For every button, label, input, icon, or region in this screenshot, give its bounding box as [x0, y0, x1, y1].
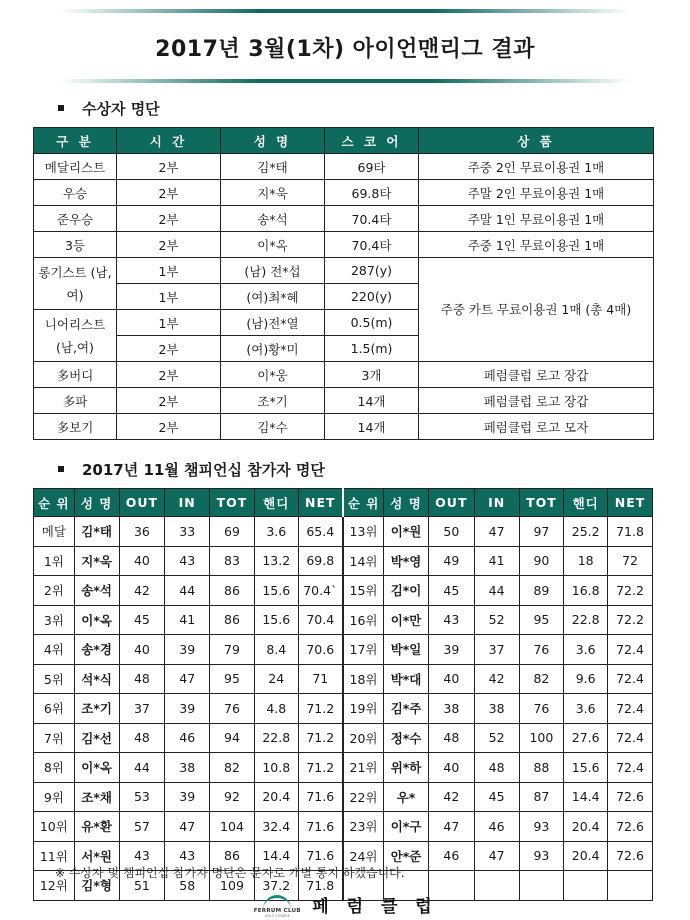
table-row [34, 576, 653, 606]
in-cell: 41 [165, 605, 210, 635]
footer-logo [0, 892, 690, 920]
header-handicap: 핸디 [564, 489, 608, 517]
in-cell: 33 [165, 517, 210, 547]
name-cell: (남)전*열 [221, 310, 325, 336]
net-cell: 72.4 [608, 753, 653, 783]
net-cell: 71.6 [298, 841, 343, 871]
tot-cell: 86 [210, 605, 255, 635]
rank-cell: 4위 [34, 635, 75, 665]
title-divider [60, 79, 630, 83]
table-row [34, 362, 654, 388]
net-cell: 72.4 [608, 723, 653, 753]
out-cell: 44 [119, 753, 165, 783]
net-cell: 72.6 [608, 841, 653, 871]
category-cell: 준우승 [34, 206, 117, 232]
time-cell: 2부 [117, 336, 221, 362]
header-name: 성 명 [74, 489, 119, 517]
out-cell: 46 [428, 841, 474, 871]
top-divider [60, 9, 630, 13]
name-cell: 이*옥 [74, 753, 119, 783]
score-cell: 0.5(m) [325, 310, 419, 336]
name-cell: 김*수 [221, 414, 325, 440]
page-title: 2017년 3월(1차) 아이언맨리그 결과 [155, 37, 535, 62]
table-row [34, 694, 653, 724]
name-cell: 위*하 [384, 753, 429, 783]
name-cell: (여)황*미 [221, 336, 325, 362]
name-cell: 김*주 [384, 694, 429, 724]
header-out: OUT [119, 489, 165, 517]
handicap-cell: 24 [254, 664, 298, 694]
tot-cell: 82 [519, 664, 564, 694]
category-cell: 메달리스트 [34, 154, 117, 180]
rank-cell: 9위 [34, 782, 75, 812]
ferrum-club-logo-icon [252, 894, 302, 916]
prize-cell: 주중 2인 무료이용권 1매 [419, 154, 654, 180]
rank-cell: 20위 [343, 723, 384, 753]
net-cell: 71.2 [298, 753, 343, 783]
handicap-cell: 20.4 [564, 812, 608, 842]
handicap-cell: 14.4 [254, 841, 298, 871]
handicap-cell: 20.4 [564, 841, 608, 871]
rank-cell: 5위 [34, 664, 75, 694]
tot-cell: 104 [210, 812, 255, 842]
out-cell: 45 [428, 576, 474, 606]
net-cell: 72.4 [608, 664, 653, 694]
table-row [34, 782, 653, 812]
prize-cell: 페럼클럽 로고 모자 [419, 414, 654, 440]
name-cell: 이*만 [384, 605, 429, 635]
in-cell: 48 [474, 753, 519, 783]
header-name: 성 명 [384, 489, 429, 517]
rank-cell: 19위 [343, 694, 384, 724]
category-cell: 우승 [34, 180, 117, 206]
tot-cell: 93 [519, 812, 564, 842]
rank-cell: 22위 [343, 782, 384, 812]
in-cell: 46 [165, 723, 210, 753]
out-cell: 45 [119, 605, 165, 635]
table-row [34, 723, 653, 753]
score-cell: 69타 [325, 154, 419, 180]
tot-cell: 88 [519, 753, 564, 783]
tot-cell: 76 [210, 694, 255, 724]
time-cell: 2부 [117, 180, 221, 206]
winners-header-row [34, 128, 654, 154]
out-cell: 51 [119, 871, 165, 901]
tot-cell: 82 [210, 753, 255, 783]
handicap-cell: 4.8 [254, 694, 298, 724]
champions-header-row [34, 489, 653, 517]
logo-text: 페 럼 클 럽 [312, 897, 438, 917]
out-cell: 48 [119, 723, 165, 753]
out-cell: 40 [119, 546, 165, 576]
handicap-cell: 15.6 [254, 576, 298, 606]
net-cell: 72.4 [608, 635, 653, 665]
rank-cell: 15위 [343, 576, 384, 606]
tot-cell: 92 [210, 782, 255, 812]
handicap-cell: 3.6 [564, 635, 608, 665]
in-cell: 39 [165, 694, 210, 724]
time-cell: 2부 [117, 388, 221, 414]
out-cell: 39 [428, 635, 474, 665]
prize-cell: 주중 카트 무료이용권 1매 (총 4매) [419, 258, 654, 362]
out-cell: 42 [119, 576, 165, 606]
winners-section-title: 수상자 명단 [82, 100, 160, 118]
name-cell: 송*석 [221, 206, 325, 232]
in-cell: 58 [165, 871, 210, 901]
rank-cell: 11위 [34, 841, 75, 871]
handicap-cell: 27.6 [564, 723, 608, 753]
champions-section-title: 2017년 11월 챔피언십 참가자 명단 [82, 461, 325, 479]
name-cell: 송*경 [74, 635, 119, 665]
name-cell: 송*석 [74, 576, 119, 606]
rank-cell: 24위 [343, 841, 384, 871]
tot-cell: 86 [210, 841, 255, 871]
tot-cell: 100 [519, 723, 564, 753]
name-cell: 김*선 [74, 723, 119, 753]
champions-section-heading [58, 459, 325, 480]
out-cell: 36 [119, 517, 165, 547]
in-cell: 44 [165, 576, 210, 606]
out-cell: 48 [428, 723, 474, 753]
out-cell: 38 [428, 694, 474, 724]
prize-cell: 주말 2인 무료이용권 1매 [419, 180, 654, 206]
champions-table-body [34, 517, 653, 901]
net-cell: 71.6 [298, 782, 343, 812]
net-cell: 71.6 [298, 812, 343, 842]
table-row [34, 664, 653, 694]
name-cell: 정*수 [384, 723, 429, 753]
handicap-cell: 22.8 [254, 723, 298, 753]
in-cell: 44 [474, 576, 519, 606]
bullet-icon [58, 105, 64, 111]
tot-cell: 87 [519, 782, 564, 812]
header-score: 스 코 어 [325, 128, 419, 154]
table-row [34, 635, 653, 665]
table-row [34, 546, 653, 576]
name-cell: 박*일 [384, 635, 429, 665]
name-cell: 석*식 [74, 664, 119, 694]
winners-section-heading [58, 98, 160, 119]
table-row [34, 206, 654, 232]
net-cell: 70.4` [298, 576, 343, 606]
score-cell: 14개 [325, 388, 419, 414]
handicap-cell: 20.4 [254, 782, 298, 812]
rank-cell: 7위 [34, 723, 75, 753]
score-cell: 287(y) [325, 258, 419, 284]
tot-cell: 79 [210, 635, 255, 665]
time-cell: 2부 [117, 414, 221, 440]
net-cell: 72.6 [608, 782, 653, 812]
name-cell: 우* [384, 782, 429, 812]
tot-cell: 95 [210, 664, 255, 694]
header-tot: TOT [210, 489, 255, 517]
header-tot: TOT [519, 489, 564, 517]
score-cell: 1.5(m) [325, 336, 419, 362]
net-cell: 72 [608, 546, 653, 576]
name-cell: 지*욱 [221, 180, 325, 206]
name-cell: (여)최*혜 [221, 284, 325, 310]
handicap-cell: 15.6 [254, 605, 298, 635]
out-cell: 40 [428, 664, 474, 694]
table-row [34, 180, 654, 206]
header-handicap: 핸디 [254, 489, 298, 517]
in-cell: 47 [165, 812, 210, 842]
handicap-cell: 13.2 [254, 546, 298, 576]
header-rank: 순 위 [34, 489, 75, 517]
in-cell: 52 [474, 605, 519, 635]
score-cell: 69.8타 [325, 180, 419, 206]
tot-cell: 83 [210, 546, 255, 576]
winners-table [33, 127, 654, 440]
net-cell: 72.2 [608, 576, 653, 606]
name-cell: 안*준 [384, 841, 429, 871]
net-cell: 65.4 [298, 517, 343, 547]
in-cell: 41 [474, 546, 519, 576]
name-cell: 이*옥 [221, 232, 325, 258]
logo-sub: GOLF COURSE [264, 913, 290, 918]
in-cell: 38 [165, 753, 210, 783]
in-cell: 37 [474, 635, 519, 665]
name-cell: 조*채 [74, 782, 119, 812]
table-row [34, 388, 654, 414]
table-row [34, 414, 654, 440]
in-cell: 39 [165, 782, 210, 812]
out-cell: 40 [428, 753, 474, 783]
out-cell: 37 [119, 694, 165, 724]
rank-cell: 18위 [343, 664, 384, 694]
time-cell: 2부 [117, 206, 221, 232]
rank-cell: 23위 [343, 812, 384, 842]
name-cell: 이*원 [384, 517, 429, 547]
handicap-cell: 3.6 [254, 517, 298, 547]
out-cell: 47 [428, 812, 474, 842]
name-cell: 서*원 [74, 841, 119, 871]
name-cell: 김*형 [74, 871, 119, 901]
bullet-icon [58, 466, 64, 472]
name-cell: 이*구 [384, 812, 429, 842]
time-cell: 1부 [117, 258, 221, 284]
net-cell: 72.2 [608, 605, 653, 635]
header-category: 구 분 [34, 128, 117, 154]
name-cell: 이*웅 [221, 362, 325, 388]
in-cell: 46 [474, 812, 519, 842]
handicap-cell: 18 [564, 546, 608, 576]
tot-cell: 76 [519, 694, 564, 724]
name-cell: 조*기 [74, 694, 119, 724]
in-cell: 43 [165, 841, 210, 871]
logo-brand: FERRUM CLUB [253, 907, 301, 914]
prize-cell: 주말 1인 무료이용권 1매 [419, 206, 654, 232]
table-row [34, 232, 654, 258]
name-cell: (남) 전*섭 [221, 258, 325, 284]
header-net: NET [608, 489, 653, 517]
header-out: OUT [428, 489, 474, 517]
handicap-cell: 25.2 [564, 517, 608, 547]
time-cell: 2부 [117, 232, 221, 258]
score-cell: 70.4타 [325, 206, 419, 232]
header-in: IN [165, 489, 210, 517]
handicap-cell: 3.6 [564, 694, 608, 724]
tot-cell: 97 [519, 517, 564, 547]
tot-cell: 109 [210, 871, 255, 901]
name-cell: 박*영 [384, 546, 429, 576]
table-row [34, 258, 654, 284]
header-prize: 상 품 [419, 128, 654, 154]
prize-cell: 주중 1인 무료이용권 1매 [419, 232, 654, 258]
rank-cell: 14위 [343, 546, 384, 576]
name-cell: 김*태 [74, 517, 119, 547]
rank-cell: 16위 [343, 605, 384, 635]
name-cell: 유*환 [74, 812, 119, 842]
header-net: NET [298, 489, 343, 517]
net-cell: 72.6 [608, 812, 653, 842]
name-cell: 김*태 [221, 154, 325, 180]
rank-cell: 10위 [34, 812, 75, 842]
out-cell: 53 [119, 782, 165, 812]
handicap-cell: 8.4 [254, 635, 298, 665]
out-cell: 43 [428, 605, 474, 635]
rank-cell: 17위 [343, 635, 384, 665]
champions-table [33, 488, 653, 901]
category-cell: 多파 [34, 388, 117, 414]
score-cell: 14개 [325, 414, 419, 440]
prize-cell: 페럼클럽 로고 장갑 [419, 388, 654, 414]
in-cell: 42 [474, 664, 519, 694]
net-cell: 71.2 [298, 723, 343, 753]
category-cell: 多버디 [34, 362, 117, 388]
rank-cell: 메달 [34, 517, 75, 547]
tot-cell: 94 [210, 723, 255, 753]
out-cell: 40 [119, 635, 165, 665]
tot-cell: 76 [519, 635, 564, 665]
out-cell: 50 [428, 517, 474, 547]
rank-cell: 3위 [34, 605, 75, 635]
net-cell: 71.8 [608, 517, 653, 547]
out-cell: 57 [119, 812, 165, 842]
out-cell: 43 [119, 841, 165, 871]
tot-cell: 90 [519, 546, 564, 576]
header-in: IN [474, 489, 519, 517]
table-row [34, 753, 653, 783]
out-cell: 42 [428, 782, 474, 812]
time-cell: 2부 [117, 154, 221, 180]
in-cell: 38 [474, 694, 519, 724]
tot-cell: 69 [210, 517, 255, 547]
rank-cell: 6위 [34, 694, 75, 724]
header-name: 성 명 [221, 128, 325, 154]
in-cell: 52 [474, 723, 519, 753]
category-cell: 롱기스트 (남,여) [34, 258, 117, 310]
time-cell: 1부 [117, 310, 221, 336]
name-cell: 조*기 [221, 388, 325, 414]
handicap-cell: 37.2 [254, 871, 298, 901]
tot-cell: 89 [519, 576, 564, 606]
name-cell: 김*이 [384, 576, 429, 606]
handicap-cell: 10.8 [254, 753, 298, 783]
net-cell: 72.4 [608, 694, 653, 724]
table-row [34, 517, 653, 547]
score-cell: 3개 [325, 362, 419, 388]
category-cell: 니어리스트 (남,여) [34, 310, 117, 362]
time-cell: 2부 [117, 362, 221, 388]
table-row [34, 812, 653, 842]
score-cell: 220(y) [325, 284, 419, 310]
in-cell: 45 [474, 782, 519, 812]
notice-text: ※ 수상자 및 챔피언십 참가자 명단은 문자로 개별 통지 하겠습니다. [55, 866, 405, 880]
table-row [34, 154, 654, 180]
handicap-cell: 14.4 [564, 782, 608, 812]
out-cell: 48 [119, 664, 165, 694]
handicap-cell: 15.6 [564, 753, 608, 783]
in-cell: 43 [165, 546, 210, 576]
category-cell: 3등 [34, 232, 117, 258]
name-cell: 이*옥 [74, 605, 119, 635]
tot-cell: 93 [519, 841, 564, 871]
net-cell: 70.4 [298, 605, 343, 635]
in-cell: 47 [474, 517, 519, 547]
rank-cell: 1위 [34, 546, 75, 576]
net-cell: 71.8 [298, 871, 343, 901]
net-cell: 71 [298, 664, 343, 694]
in-cell: 47 [474, 841, 519, 871]
tot-cell: 95 [519, 605, 564, 635]
category-cell: 多보기 [34, 414, 117, 440]
in-cell: 47 [165, 664, 210, 694]
net-cell: 69.8 [298, 546, 343, 576]
handicap-cell: 22.8 [564, 605, 608, 635]
table-row [34, 605, 653, 635]
rank-cell: 8위 [34, 753, 75, 783]
handicap-cell: 16.8 [564, 576, 608, 606]
in-cell: 39 [165, 635, 210, 665]
net-cell: 70.6 [298, 635, 343, 665]
tot-cell: 86 [210, 576, 255, 606]
net-cell: 71.2 [298, 694, 343, 724]
handicap-cell: 9.6 [564, 664, 608, 694]
rank-cell: 13위 [343, 517, 384, 547]
score-cell: 70.4타 [325, 232, 419, 258]
prize-cell: 페럼클럽 로고 장갑 [419, 362, 654, 388]
rank-cell: 12위 [34, 871, 75, 901]
name-cell: 지*욱 [74, 546, 119, 576]
name-cell: 박*대 [384, 664, 429, 694]
rank-cell: 21위 [343, 753, 384, 783]
header-rank: 순 위 [343, 489, 384, 517]
handicap-cell: 32.4 [254, 812, 298, 842]
rank-cell: 2위 [34, 576, 75, 606]
out-cell: 49 [428, 546, 474, 576]
time-cell: 1부 [117, 284, 221, 310]
header-time: 시 간 [117, 128, 221, 154]
